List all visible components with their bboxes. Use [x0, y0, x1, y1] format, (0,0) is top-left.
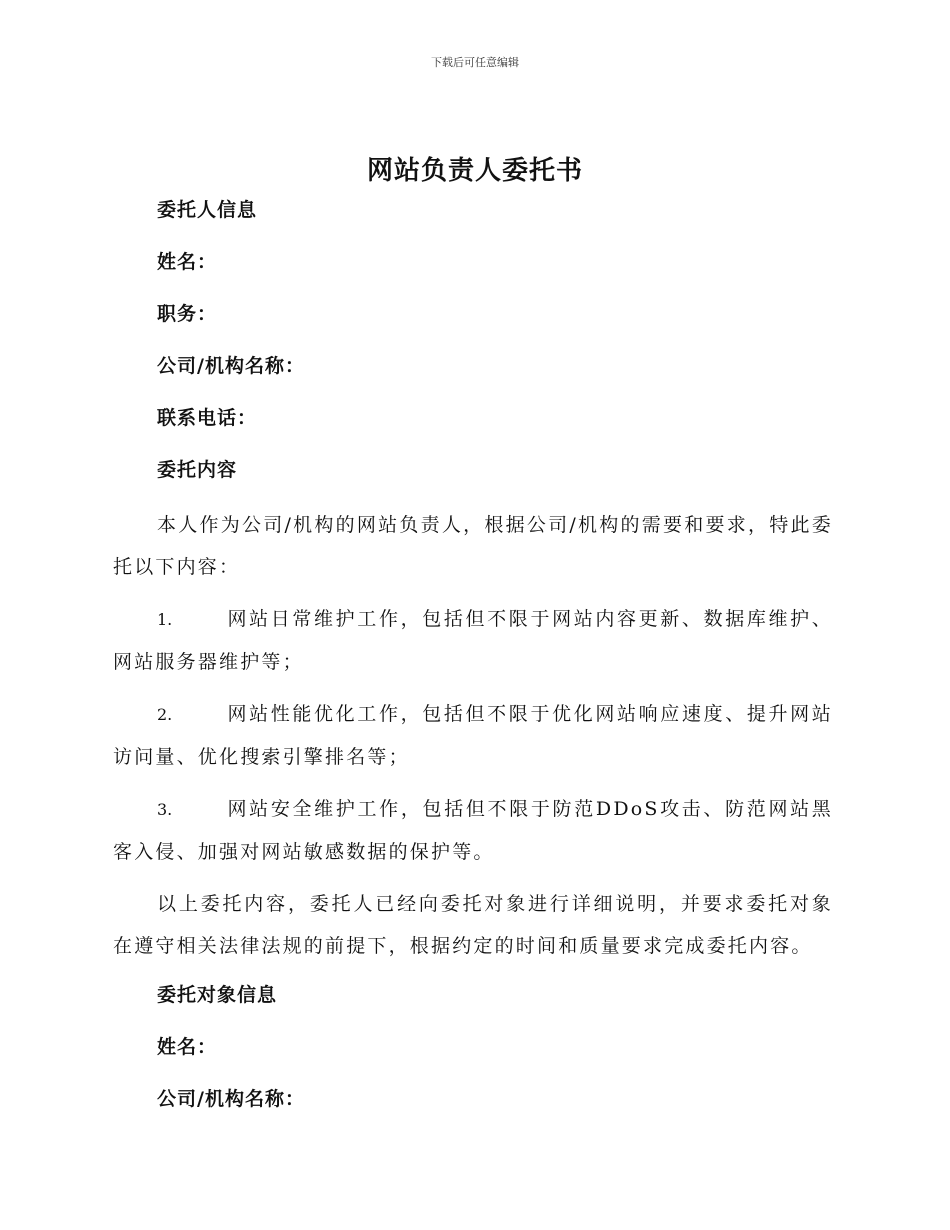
principal-company-label: 公司/机构名称： [157, 355, 305, 377]
list-item-number: 3. [157, 800, 173, 819]
content-closing: 以上委托内容，委托人已经向委托对象进行详细说明，并要求委托对象在遵守相关法律法规的前提下，根据约定的时间和质量要求完成委托内容。 [113, 893, 833, 957]
list-item-text: 网站日常维护工作，包括但不限于网站内容更新、数据库维护、网站服务器维护等； [113, 608, 833, 673]
list-item [113, 598, 833, 683]
principal-name-label: 姓名： [157, 251, 218, 273]
agent-info-heading: 委托对象信息 [157, 984, 278, 1006]
content-intro: 本人作为公司/机构的网站负责人，根据公司/机构的需要和要求，特此委托以下内容： [113, 514, 833, 578]
list-item-text: 网站安全维护工作，包括但不限于防范DDoS攻击、防范网站黑客入侵、加强对网站敏感数据的保护等。 [113, 798, 833, 863]
content-heading: 委托内容 [157, 459, 238, 481]
document-title: 网站负责人委托书 [366, 156, 583, 186]
list-item-number: 2. [157, 705, 173, 724]
document-body [113, 192, 833, 1133]
list-item [113, 788, 833, 873]
header-note: 下载后可任意编辑 [431, 56, 519, 69]
list-item-text: 网站性能优化工作，包括但不限于优化网站响应速度、提升网站访问量、优化搜索引擎排名等； [113, 703, 833, 768]
list-item-number: 1. [157, 610, 173, 629]
agent-name-label: 姓名： [157, 1036, 218, 1058]
principal-phone-label: 联系电话： [157, 407, 258, 429]
principal-info-heading: 委托人信息 [157, 199, 258, 221]
agent-company-label: 公司/机构名称： [157, 1088, 305, 1110]
list-item [113, 693, 833, 778]
principal-position-label: 职务： [157, 303, 218, 325]
